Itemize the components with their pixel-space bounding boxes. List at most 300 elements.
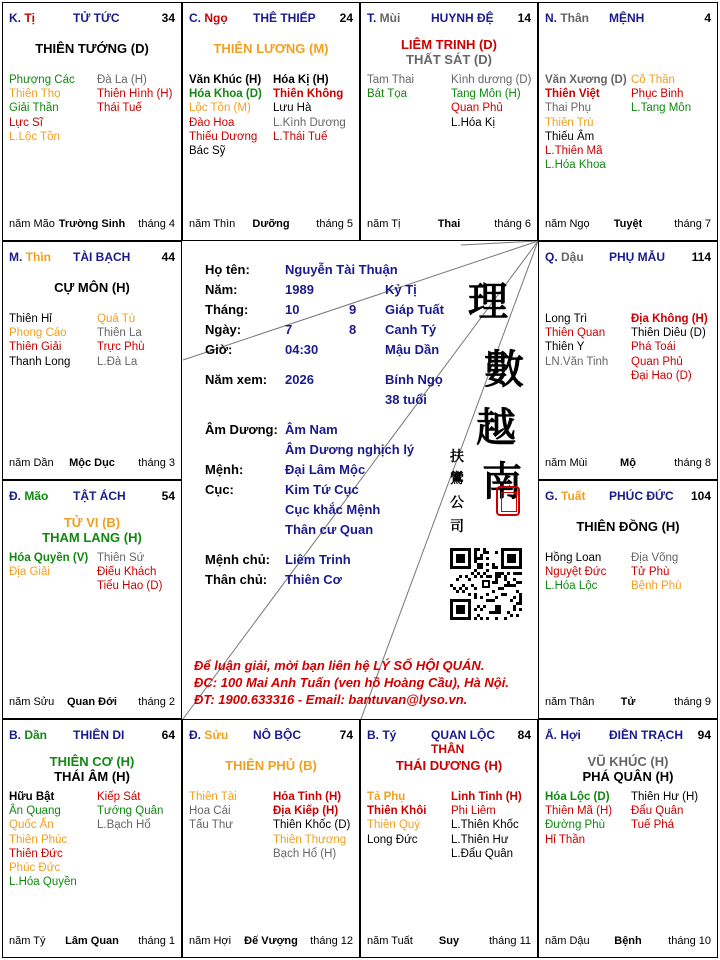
- palace-footer: [189, 935, 353, 949]
- minor-star: Tấu Thư: [189, 819, 233, 832]
- palace-age-number: 74: [339, 728, 353, 742]
- minor-star: Hồng Loan: [545, 552, 602, 564]
- minor-star: L.Thiên Khốc: [451, 819, 519, 832]
- minor-star: Hoa Cái: [189, 805, 231, 818]
- palace-age-number: 44: [161, 250, 175, 264]
- contact-address: ĐC: 100 Mai Anh Tuấn (ven hồ Hoàng Cầu), Hà Nội.: [194, 675, 509, 690]
- palace-branch: [367, 728, 396, 742]
- minor-stars-left: [545, 73, 627, 172]
- minor-star: Thiên Việt: [545, 88, 600, 101]
- palace-header: [9, 11, 175, 27]
- minor-star: Quan Phủ: [451, 102, 503, 115]
- palace-branch: [545, 11, 589, 25]
- minor-star: Tả Phụ: [367, 791, 406, 803]
- minor-star: Thiên Không: [273, 88, 344, 101]
- minor-star: L.Thiên Mã: [545, 145, 603, 158]
- main-star: THÁI ÂM (H): [54, 769, 130, 784]
- minor-star: Đại Hao (D): [631, 369, 692, 382]
- minor-stars-right: [631, 73, 691, 116]
- palace-stem: K.: [9, 11, 25, 25]
- year-label: Năm:: [205, 282, 238, 297]
- minor-stars-left: [189, 73, 262, 158]
- calligraphy-char: 越: [476, 404, 516, 451]
- name-value: Nguyễn Tài Thuận: [285, 262, 398, 277]
- palace-month: tháng 4: [138, 218, 175, 230]
- minor-star: Thiên Quan: [545, 327, 606, 340]
- palace-stem: G.: [545, 489, 562, 503]
- minor-star: Đường Phù: [545, 819, 605, 832]
- palace-header: [367, 11, 531, 27]
- minor-star: Thiên Hỉ: [9, 313, 52, 325]
- minor-star: Hỏa Tinh (H): [273, 791, 342, 803]
- palace-year: năm Tuất: [367, 935, 413, 947]
- minor-star: Phi Liêm: [451, 805, 496, 818]
- palace-year: năm Hợi: [189, 935, 232, 947]
- palace-cell[interactable]: [538, 241, 718, 480]
- palace-footer: [9, 457, 175, 471]
- minor-star: Ân Quang: [9, 805, 61, 818]
- minor-star: Đà La (H): [97, 74, 147, 86]
- main-star: THIÊN ĐỒNG (H): [576, 519, 680, 534]
- minor-star: Thiên Thọ: [9, 88, 61, 101]
- view-year-value: 2026: [285, 372, 314, 387]
- palace-age-number: 24: [339, 11, 353, 25]
- minor-star: Thiên Phúc: [9, 833, 68, 846]
- minor-star: Bác Sỹ: [189, 145, 226, 158]
- palace-earthly-branch: Tý: [382, 728, 397, 742]
- palace-footer: [367, 218, 531, 232]
- minor-star: Quả Tú: [97, 313, 136, 325]
- minor-star: Thiên Khôi: [367, 805, 427, 818]
- minor-star: L.Đẩu Quân: [451, 847, 514, 860]
- minor-star: Hữu Bật: [9, 791, 55, 803]
- palace-year: năm Dậu: [545, 935, 590, 947]
- palace-footer: [545, 457, 711, 471]
- palace-stem: B.: [9, 728, 25, 742]
- palace-cell[interactable]: [182, 719, 360, 958]
- minor-stars-left: [545, 790, 612, 847]
- minor-star: Cô Thần: [631, 74, 675, 86]
- minor-star: Tam Thai: [367, 74, 415, 86]
- minor-star: Đẩu Quân: [631, 805, 684, 818]
- minor-stars-left: [9, 312, 70, 369]
- year-value: 1989: [285, 282, 314, 297]
- palace-branch: [9, 11, 35, 25]
- minor-stars-left: [367, 790, 426, 847]
- palace-branch: [545, 728, 581, 742]
- main-star: THÁI DƯƠNG (H): [395, 758, 503, 773]
- minor-star: Phượng Các: [9, 74, 75, 86]
- minor-star: Trực Phù: [97, 341, 145, 354]
- minor-star: Phong Cáo: [9, 327, 67, 340]
- minor-star: Nguyệt Đức: [545, 566, 607, 579]
- minor-star: Địa Không (H): [631, 313, 708, 325]
- day-solar: 7: [285, 322, 293, 337]
- minor-stars-right: [631, 790, 698, 833]
- minor-star: Thiếu Dương: [189, 130, 258, 143]
- minor-stars-left: [545, 551, 606, 594]
- minor-star: Thiên Y: [545, 341, 585, 354]
- palace-stem: B.: [367, 728, 383, 742]
- minor-star: L.Hóa Khoa: [545, 159, 606, 172]
- palace-cell[interactable]: [2, 719, 182, 958]
- hour-value: 04:30: [285, 342, 319, 357]
- minor-stars-right: [451, 73, 531, 130]
- minor-star: L.Kình Dương: [273, 116, 346, 129]
- palace-earthly-branch: Mão: [24, 489, 49, 503]
- month-canchi: Giáp Tuất: [385, 302, 444, 317]
- palace-month: tháng 6: [494, 218, 531, 230]
- minor-star: Đào Hoa: [189, 116, 235, 129]
- palace-branch: [545, 250, 584, 264]
- amduong-relation: Âm Dương nghịch lý: [285, 442, 415, 457]
- main-star: PHÁ QUÂN (H): [582, 769, 674, 784]
- main-star: THIÊN CƠ (H): [49, 754, 135, 769]
- palace-age-number: 4: [704, 11, 711, 25]
- palace-stem: N.: [545, 11, 561, 25]
- than-position: Thân cư Quan: [285, 522, 374, 537]
- palace-footer: [367, 935, 531, 949]
- palace-age-number: 114: [691, 250, 711, 264]
- palace-age-number: 54: [161, 489, 175, 503]
- minor-star: Địa Kiếp (H): [273, 805, 339, 818]
- minor-star: Hóa Quyền (V): [9, 552, 89, 564]
- minor-star: Thái Tuế: [97, 102, 142, 115]
- palace-header: [9, 728, 175, 744]
- minor-star: Thiên Hình (H): [97, 88, 173, 101]
- palace-name: MỆNH: [609, 11, 645, 25]
- minor-star: Thiên Quý: [367, 819, 421, 832]
- minor-star: Thiên Khốc (D): [273, 819, 351, 832]
- minor-star: Thiếu Âm: [545, 130, 595, 143]
- palace-header: [545, 250, 711, 266]
- minor-star: L.Hóa Kị: [451, 116, 496, 129]
- calligraphy-char: 南: [482, 458, 522, 505]
- palace-header: [367, 728, 531, 756]
- menh-label: Mệnh:: [205, 462, 244, 477]
- minor-stars-right: [451, 790, 522, 861]
- palace-life-stage: Tử: [620, 696, 636, 708]
- calligraphy-char: 扶: [450, 449, 464, 465]
- calligraphy-char: 公: [450, 495, 464, 511]
- palace-life-stage: Đế Vượng: [244, 935, 298, 947]
- palace-year: năm Dần: [9, 457, 54, 469]
- minor-star: Kiếp Sát: [97, 791, 141, 803]
- palace-name: THÊ THIẾP: [253, 11, 316, 25]
- minor-stars-right: [97, 790, 163, 833]
- minor-stars-left: [545, 312, 608, 369]
- palace-footer: [9, 935, 175, 949]
- thanchu-value: Thiên Cơ: [285, 572, 342, 587]
- main-star: CỰ MÔN (H): [54, 280, 130, 295]
- palace-life-stage: Thai: [437, 218, 461, 230]
- palace-branch: [9, 250, 51, 264]
- minor-star: Long Trì: [545, 313, 588, 325]
- day-canchi: Canh Tý: [385, 322, 437, 337]
- palace-cell[interactable]: [360, 719, 538, 958]
- palace-year: năm Thân: [545, 696, 595, 708]
- main-star: THIÊN PHỦ (B): [225, 758, 317, 773]
- palace-earthly-branch: Thìn: [25, 250, 51, 264]
- palace-earthly-branch: Ngọ: [204, 11, 228, 25]
- hour-label: Giờ:: [205, 342, 233, 357]
- palace-cell[interactable]: [538, 2, 718, 241]
- minor-stars-right: [273, 73, 346, 144]
- palace-earthly-branch: Mùi: [379, 11, 401, 25]
- palace-month: tháng 3: [138, 457, 175, 469]
- minor-star: Hóa Kị (H): [273, 74, 329, 86]
- than-marker: THÂN: [431, 742, 465, 756]
- palace-month: tháng 7: [674, 218, 711, 230]
- palace-age-number: 14: [517, 11, 531, 25]
- palace-footer: [545, 696, 711, 710]
- month-solar: 10: [285, 302, 300, 317]
- minor-star: Tướng Quân: [97, 805, 164, 818]
- palace-name: THIÊN DI: [73, 728, 125, 742]
- minor-star: L.Đà La: [97, 355, 138, 368]
- palace-life-stage: Mộc Dục: [69, 457, 115, 469]
- palace-month: tháng 2: [138, 696, 175, 708]
- minor-star: Thiên Trù: [545, 116, 594, 129]
- minor-star: Tiểu Hao (D): [97, 580, 163, 593]
- calligraphy-char: 數: [484, 346, 524, 393]
- palace-life-stage: Quan Đới: [67, 696, 117, 708]
- palace-cell[interactable]: [182, 2, 360, 241]
- menhchu-label: Mệnh chủ:: [205, 552, 270, 567]
- palace-name: TỬ TỨC: [73, 11, 120, 25]
- palace-earthly-branch: Dậu: [561, 250, 584, 264]
- minor-star: Bệnh Phù: [631, 580, 682, 593]
- minor-star: Lưu Hà: [273, 102, 312, 115]
- palace-header: [545, 11, 711, 27]
- palace-cell[interactable]: [2, 241, 182, 480]
- minor-stars-right: [631, 551, 682, 594]
- minor-star: Hóa Khoa (D): [189, 88, 262, 101]
- minor-stars-right: [97, 312, 145, 369]
- palace-name: HUYNH ĐỆ: [431, 11, 494, 25]
- minor-star: Văn Khúc (H): [189, 74, 262, 86]
- amduong-value: Âm Nam: [285, 422, 338, 437]
- palace-name: TÀI BẠCH: [73, 250, 131, 264]
- palace-stem: C.: [189, 11, 205, 25]
- contact-line: Để luận giải, mời bạn liên hệ LÝ SỐ HỘI QUÁN.: [194, 658, 485, 673]
- palace-life-stage: Mộ: [620, 457, 636, 469]
- main-star: VŨ KHÚC (H): [587, 754, 669, 769]
- minor-star: Phục Binh: [631, 88, 684, 101]
- palace-earthly-branch: Thân: [560, 11, 590, 25]
- minor-star: Thanh Long: [9, 355, 71, 368]
- palace-stem: Đ.: [9, 489, 25, 503]
- cuc-label: Cục:: [205, 482, 234, 497]
- month-label: Tháng:: [205, 302, 249, 317]
- day-lunar: 8: [349, 322, 357, 337]
- palace-stem: T.: [367, 11, 380, 25]
- palace-stem: M.: [9, 250, 26, 264]
- minor-star: Điếu Khách: [97, 566, 157, 579]
- minor-stars-left: [189, 790, 237, 833]
- palace-life-stage: Trường Sinh: [58, 218, 126, 230]
- main-star: LIÊM TRINH (D): [400, 37, 498, 52]
- minor-stars-left: [9, 73, 75, 144]
- minor-star: L.Hóa Lộc: [545, 580, 598, 593]
- minor-star: Linh Tinh (H): [451, 791, 522, 803]
- minor-star: Bạch Hổ (H): [273, 847, 337, 860]
- palace-earthly-branch: Sửu: [204, 728, 229, 742]
- palace-name: PHÚC ĐỨC: [609, 489, 674, 503]
- minor-star: Quan Phủ: [631, 355, 683, 368]
- month-lunar: 9: [349, 302, 357, 317]
- palace-header: [9, 489, 175, 505]
- palace-name: NÔ BỘC: [253, 728, 301, 742]
- palace-year: năm Tý: [9, 935, 46, 947]
- minor-stars-right: [97, 73, 172, 116]
- menh-value: Đại Lâm Mộc: [285, 462, 366, 477]
- palace-year: năm Thìn: [189, 218, 236, 230]
- palace-month: tháng 11: [488, 935, 531, 947]
- minor-stars-right: [97, 551, 162, 594]
- palace-cell[interactable]: [360, 2, 538, 241]
- qr-code-icon[interactable]: [450, 548, 522, 620]
- minor-star: Lực Sĩ: [9, 116, 43, 129]
- palace-header: [189, 728, 353, 744]
- calligraphy-char: 司: [450, 519, 464, 535]
- palace-earthly-branch: Dần: [24, 728, 48, 742]
- minor-star: L.Bạch Hổ: [97, 819, 151, 832]
- age-value: 38 tuổi: [385, 392, 427, 407]
- palace-month: tháng 8: [674, 457, 711, 469]
- palace-month: tháng 1: [138, 935, 175, 947]
- minor-star: Thiên Sứ: [97, 552, 145, 564]
- palace-earthly-branch: Tị: [24, 11, 36, 25]
- year-canchi: Kỷ Tị: [385, 282, 417, 297]
- palace-stem: Ấ.: [545, 728, 561, 742]
- palace-branch: [189, 11, 228, 25]
- minor-star: Thiên Đức: [9, 847, 63, 860]
- main-star: THAM LANG (H): [42, 530, 142, 545]
- minor-stars-right: [273, 790, 350, 861]
- palace-branch: [189, 728, 228, 742]
- minor-star: Thiên Tài: [189, 791, 237, 803]
- palace-age-number: 64: [161, 728, 175, 742]
- palace-branch: [9, 489, 48, 503]
- palace-earthly-branch: Hợi: [560, 728, 581, 742]
- minor-star: LN.Văn Tinh: [545, 355, 609, 368]
- minor-stars-left: [9, 790, 77, 889]
- minor-stars-left: [367, 73, 414, 101]
- minor-star: Tang Môn (H): [451, 88, 521, 101]
- minor-star: Phúc Đức: [9, 862, 61, 875]
- amduong-label: Âm Dương:: [205, 422, 278, 437]
- main-star: THẤT SÁT (D): [406, 52, 492, 67]
- minor-star: Hỉ Thần: [545, 833, 586, 846]
- palace-age-number: 94: [697, 728, 711, 742]
- palace-year: năm Tị: [367, 218, 401, 230]
- palace-life-stage: Bệnh: [614, 935, 642, 947]
- minor-star: L.Thái Tuế: [273, 130, 328, 143]
- palace-age-number: 104: [690, 489, 711, 503]
- view-year-label: Năm xem:: [205, 372, 268, 387]
- palace-name: ĐIỀN TRẠCH: [609, 728, 683, 742]
- palace-cell[interactable]: [538, 480, 718, 719]
- main-star: TỬ VI (B): [63, 515, 121, 530]
- minor-star: Quốc Ấn: [9, 819, 54, 832]
- palace-name: TẬT ÁCH: [73, 489, 126, 503]
- palace-age-number: 84: [517, 728, 531, 742]
- palace-header: [545, 489, 711, 505]
- minor-star: Long Đức: [367, 833, 418, 846]
- palace-life-stage: Suy: [438, 935, 460, 947]
- minor-star: Bát Tọa: [367, 88, 408, 101]
- palace-year: năm Mùi: [545, 457, 588, 469]
- main-star: THIÊN LƯƠNG (M): [213, 41, 329, 56]
- minor-stars-left: [9, 551, 88, 579]
- minor-star: Lộc Tồn (M): [189, 102, 251, 115]
- minor-star: Kình dương (D): [451, 74, 532, 86]
- palace-stem: Đ.: [189, 728, 205, 742]
- palace-month: tháng 9: [674, 696, 711, 708]
- main-star: THIÊN TƯỚNG (D): [35, 41, 149, 56]
- view-year-canchi: Bính Ngọ: [385, 372, 443, 387]
- palace-cell[interactable]: [2, 480, 182, 719]
- palace-branch: [367, 11, 400, 25]
- palace-header: [189, 11, 353, 27]
- palace-cell[interactable]: [2, 2, 182, 241]
- palace-footer: [545, 218, 711, 232]
- minor-star: Tuế Phá: [631, 819, 675, 832]
- palace-header: [9, 250, 175, 266]
- palace-name: PHỤ MẪU: [609, 250, 665, 264]
- palace-branch: [9, 728, 47, 742]
- palace-header: [545, 728, 711, 744]
- minor-star: L.Thiên Hư: [451, 833, 509, 846]
- palace-month: tháng 5: [316, 218, 353, 230]
- minor-star: Hóa Lộc (D): [545, 791, 610, 803]
- palace-stem: Q.: [545, 250, 562, 264]
- palace-life-stage: Tuyệt: [613, 218, 643, 230]
- minor-star: Giải Thần: [9, 102, 59, 115]
- palace-name: QUAN LỘC THÂN: [431, 728, 495, 756]
- minor-star: Thiên Diêu (D): [631, 327, 706, 340]
- minor-star: Thai Phụ: [545, 102, 592, 115]
- palace-month: tháng 12: [310, 935, 353, 947]
- calligraphy-char: 理: [468, 278, 508, 325]
- minor-star: Tử Phù: [631, 566, 670, 579]
- palace-month: tháng 10: [668, 935, 711, 947]
- cuc-relation: Cục khắc Mệnh: [285, 502, 381, 517]
- minor-star: L.Hóa Quyền: [9, 876, 77, 889]
- minor-star: Thiên Giải: [9, 341, 62, 354]
- palace-cell[interactable]: [538, 719, 718, 958]
- minor-star: L.Tang Môn: [631, 102, 692, 115]
- palace-footer: [189, 218, 353, 232]
- palace-branch: [545, 489, 585, 503]
- minor-star: Địa Giải: [9, 566, 50, 579]
- menhchu-value: Liêm Trinh: [285, 552, 351, 567]
- minor-star: Phá Toái: [631, 341, 676, 354]
- contact-phone-email[interactable]: ĐT: 1900.633316 - Email: bantuvan@lyso.vn.: [194, 692, 468, 707]
- calligraphy-char: 鸞: [450, 471, 464, 487]
- palace-footer: [545, 935, 711, 949]
- minor-star: Thiên Thương: [273, 833, 347, 846]
- palace-year: năm Ngọ: [545, 218, 590, 230]
- minor-star: L.Lộc Tồn: [9, 130, 60, 143]
- minor-star: Thiên La: [97, 327, 142, 340]
- minor-star: Văn Xương (D): [545, 74, 627, 86]
- hour-canchi: Mậu Dần: [385, 342, 440, 357]
- palace-life-stage: Dưỡng: [252, 218, 290, 230]
- cuc-value: Kim Tứ Cục: [285, 482, 359, 497]
- seal-stamp-icon: [496, 486, 520, 516]
